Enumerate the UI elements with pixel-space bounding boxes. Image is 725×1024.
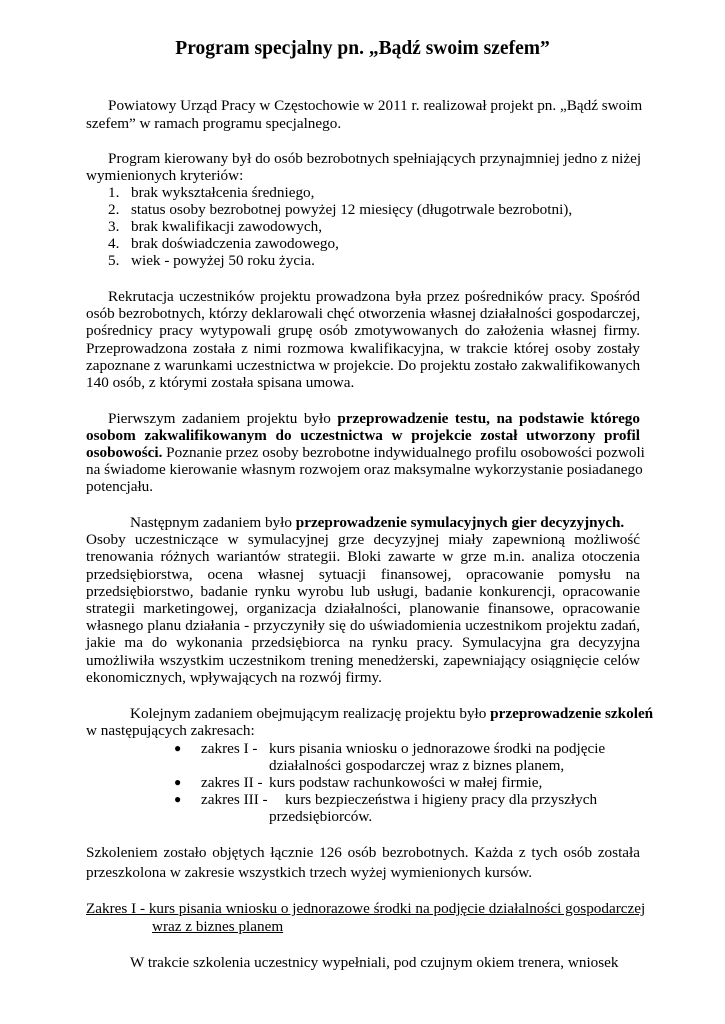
second-task-line: przedsiębiorstwo, badanie rynku wyrobu lub usługi, badanie konkurencji, opracowanie: [86, 583, 640, 600]
closing-line: W trakcie szkolenia uczestnicy wypełniali, pod czujnym okiem trenera, wniosek: [130, 954, 619, 971]
second-task-line: jakie ma do wykonania przedsiębiorca na rynku pracy. Symulacyjna gra decyzyjna: [86, 634, 640, 651]
list-item-number: 3.: [108, 218, 120, 235]
range-label: zakres I -: [201, 740, 258, 757]
second-task-line: trenowania różnych wariantów strategii. Bloki zawarte w grze m.in. analiza otoczenia: [86, 548, 640, 565]
list-item-text: wiek - powyżej 50 roku życia.: [131, 252, 315, 269]
second-task-line: strategii marketingowej, organizacja działalności, planowanie finansowe, opracowanie: [86, 600, 640, 617]
range-text: kurs podstaw rachunkowości w małej firmie,: [269, 774, 543, 791]
range-label: zakres III -: [201, 791, 268, 808]
range-label: zakres II -: [201, 774, 263, 791]
third-task-line-1: [130, 705, 653, 722]
range-text-continued: przedsiębiorców.: [269, 808, 373, 825]
list-item-text: brak wykształcenia średniego,: [131, 184, 315, 201]
first-task-bold: przeprowadzenie testu, na podstawie którego: [337, 410, 640, 427]
intro-line-2: szefem” w ramach programu specjalnego.: [86, 115, 342, 132]
summary-line-2: przeszkolona w zakresie wszystkich trzech wyżej wymienionych kursów.: [86, 864, 533, 881]
recruitment-line: zapoznane z warunkami uczestnictwa w projekcie. Do projektu zostało zakwalifikowanych: [86, 357, 641, 374]
page-title: Program specjalny pn. „Bądź swoim szefem”: [175, 38, 550, 59]
intro-line-1: Powiatowy Urząd Pracy w Częstochowie w 2011 r. realizował projekt pn. „Bądź swoim: [108, 97, 643, 114]
recruitment-line: pośrednicy pracy wytypowali grupę osób zmotywowanych do założenia własnej firmy.: [86, 322, 640, 339]
third-task-text: Kolejnym zadaniem obejmującym realizację projektu było: [130, 705, 491, 722]
list-item-number: 1.: [108, 184, 120, 201]
list-item-text: brak kwalifikacji zawodowych,: [131, 218, 323, 235]
range-text-continued: działalności gospodarczej wraz z biznes planem,: [269, 757, 565, 774]
first-task-line-2: osobom zakwalifikowanym do uczestnictwa w projekcie został utworzony profil: [86, 427, 640, 444]
first-task-text: Pierwszym zadaniem projektu było: [108, 410, 338, 427]
criteria-line-2: wymienionych kryteriów:: [86, 167, 244, 184]
first-task-line-3: [86, 444, 645, 461]
recruitment-line: 140 osób, z którymi została spisana umowa.: [86, 374, 355, 391]
list-item-text: brak doświadczenia zawodowego,: [131, 235, 339, 252]
section-heading-line-2: wraz z biznes planem: [152, 918, 284, 935]
first-task-text: Poznanie przez osoby bezrobotne indywidualnego profilu osobowości pozwoli: [162, 444, 645, 461]
recruitment-line: Rekrutacja uczestników projektu prowadzona była przez pośredników pracy. Spośród: [108, 288, 640, 305]
second-task-line-1: [130, 514, 624, 531]
range-text: kurs pisania wniosku o jednorazowe środki na podjęcie: [269, 740, 606, 757]
bullet-icon: ●: [174, 741, 182, 755]
second-task-line: własnego planu działania - przyczyniły się do uświadomienia uczestnikom projektu zadań,: [86, 617, 640, 634]
first-task-bold: osobowości.: [86, 444, 163, 461]
range-text: kurs bezpieczeństwa i higieny pracy dla przyszłych: [285, 791, 598, 808]
list-item-number: 4.: [108, 235, 120, 252]
list-item-number: 2.: [108, 201, 120, 218]
second-task-line: umożliwiła wszystkim uczestnikom trening menedżerski, zapewniający osiągnięcie celów: [86, 652, 640, 669]
recruitment-line: Przeprowadzona została z nimi rozmowa kwalifikacyjna, w trakcie której osoby zostały: [86, 340, 640, 357]
first-task-line-5: potencjału.: [86, 478, 154, 495]
first-task-line-4: na świadome kierowanie własnym rozwojem oraz maksymalne wykorzystanie posiadanego: [86, 461, 643, 478]
summary-line-1: Szkoleniem zostało objętych łącznie 126 osób bezrobotnych. Każda z tych osób została: [86, 844, 640, 861]
third-task-line-2: w następujących zakresach:: [86, 722, 255, 739]
recruitment-line: osób bezrobotnych, którzy deklarowali chęć otworzenia własnej działalności gospodarczej,: [86, 305, 641, 322]
first-task-line-1: [108, 410, 640, 427]
second-task-bold: przeprowadzenie symulacyjnych gier decyzyjnych.: [295, 514, 625, 531]
second-task-line: Osoby uczestniczące w symulacyjnej grze decyzyjnej miały zapewnioną możliwość: [86, 531, 640, 548]
criteria-line-1: Program kierowany był do osób bezrobotnych spełniających przynajmniej jedno z niżej: [108, 150, 642, 167]
bullet-icon: ●: [174, 775, 182, 789]
bullet-icon: ●: [174, 792, 182, 806]
second-task-text: Następnym zadaniem było: [130, 514, 296, 531]
second-task-line: przedsiębiorstwa, ocena własnej sytuacji finansowej, opracowanie pomysłu na: [86, 566, 640, 583]
list-item-number: 5.: [108, 252, 120, 269]
list-item-text: status osoby bezrobotnej powyżej 12 miesięcy (długotrwale bezrobotni),: [131, 201, 573, 218]
section-heading-line-1: Zakres I - kurs pisania wniosku o jednorazowe środki na podjęcie działalności gospodarczej: [86, 900, 646, 917]
third-task-bold: przeprowadzenie szkoleń: [490, 705, 654, 722]
second-task-line: ekonomicznych, wpływających na rozwój firmy.: [86, 669, 382, 686]
